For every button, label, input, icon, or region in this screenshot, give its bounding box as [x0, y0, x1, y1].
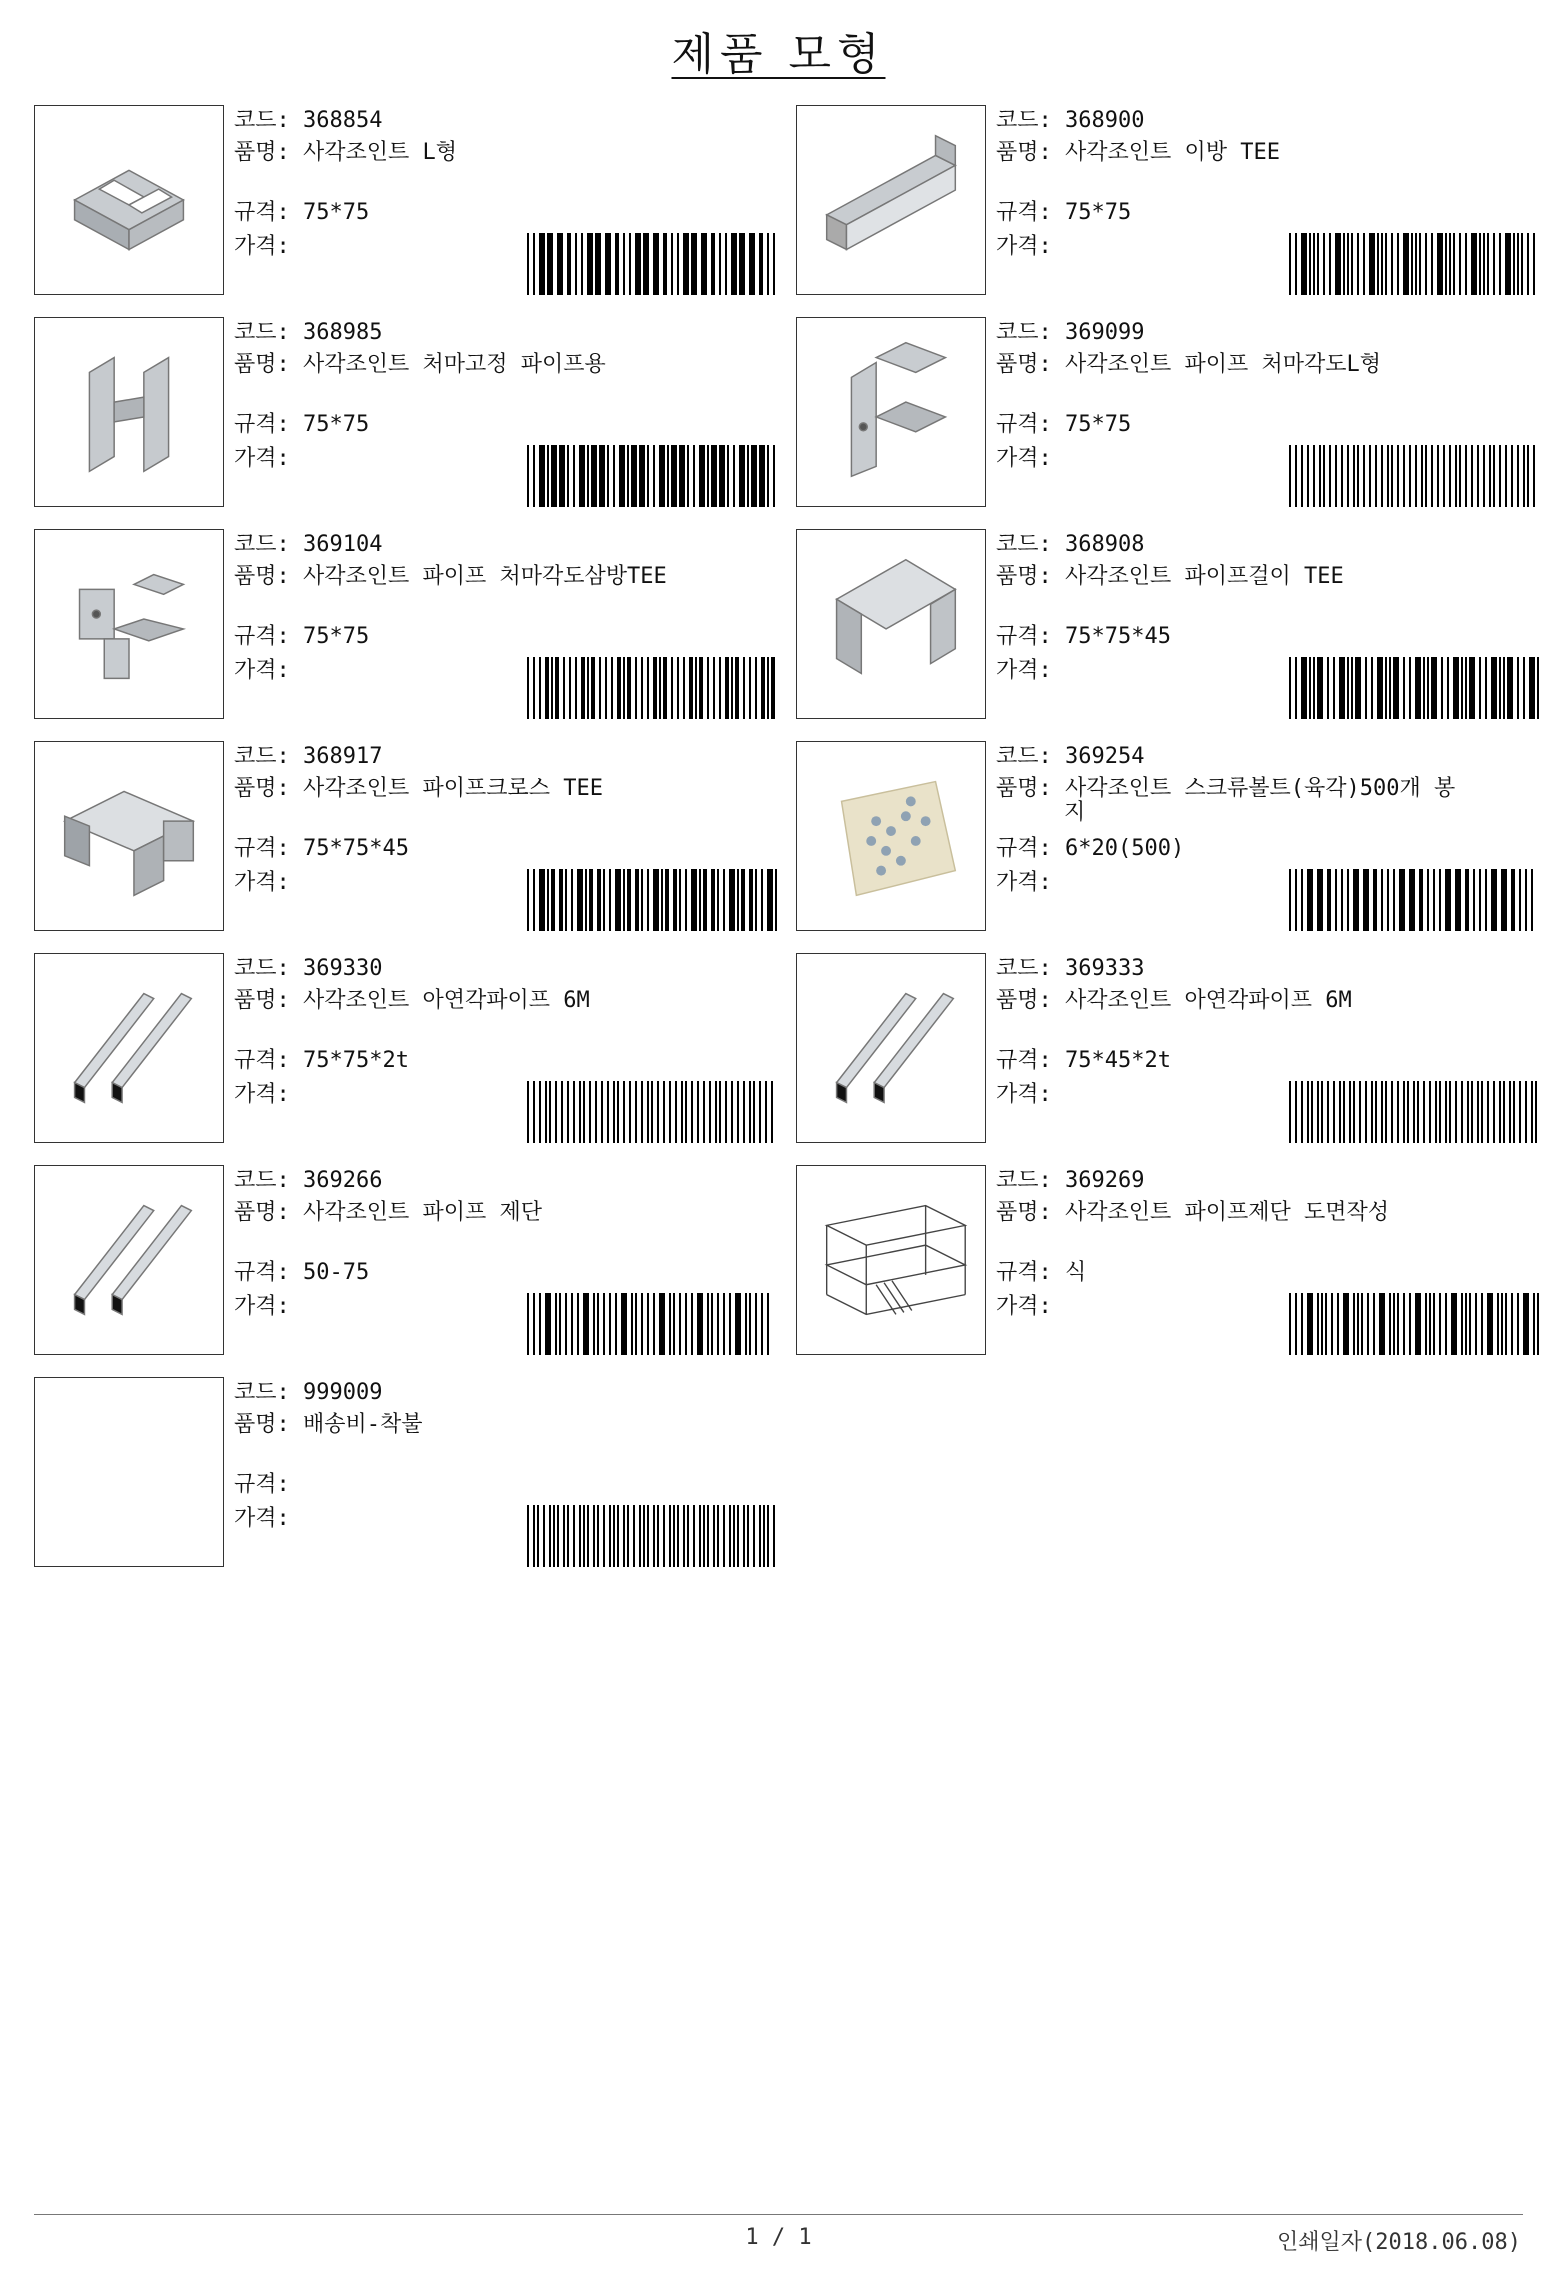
product-name-line	[996, 563, 1344, 591]
code-label: 코드:	[234, 956, 290, 981]
three-way-bracket-icon	[34, 529, 224, 719]
price-label: 가격:	[234, 1082, 290, 1107]
barcode	[1289, 657, 1539, 719]
product-name-line	[996, 1199, 1389, 1227]
product-spec: 75*75	[303, 624, 370, 649]
page-title: 제품 모형	[671, 29, 886, 80]
product-spec-line	[996, 835, 1184, 863]
spec-label: 규격:	[234, 624, 290, 649]
product-name-line	[996, 139, 1280, 167]
code-label: 코드:	[234, 320, 290, 345]
cross-tee-icon	[34, 741, 224, 931]
product-name-line	[234, 987, 590, 1015]
code-label: 코드:	[234, 532, 290, 557]
frame-structure-icon	[796, 1165, 986, 1355]
product-price-line	[996, 869, 1052, 897]
product-name-line	[234, 563, 667, 591]
square-pipe-icon	[34, 1165, 224, 1355]
barcode	[1289, 869, 1539, 931]
product-code: 368985	[303, 320, 383, 345]
product-spec: 50-75	[303, 1260, 370, 1285]
product-name-cont: 지	[1064, 800, 1086, 825]
barcode	[527, 233, 777, 295]
print-date: 인쇄일자(2018.06.08)	[1277, 2230, 1521, 2255]
name-label: 품명:	[234, 776, 290, 801]
product-card	[34, 741, 784, 933]
product-code-line	[234, 319, 382, 347]
price-label: 가격:	[996, 1294, 1052, 1319]
spec-label: 규격:	[996, 200, 1052, 225]
name-label: 품명:	[996, 776, 1052, 801]
product-price-line	[996, 233, 1052, 261]
product-code-line	[996, 531, 1144, 559]
price-label: 가격:	[234, 446, 290, 471]
code-label: 코드:	[996, 744, 1052, 769]
spec-label: 규격:	[234, 1048, 290, 1073]
price-label: 가격:	[234, 870, 290, 895]
name-label: 품명:	[234, 1412, 290, 1437]
product-card	[34, 1377, 784, 1569]
product-code-line	[234, 955, 382, 983]
product-name: 사각조인트 파이프 처마각도L형	[1065, 352, 1382, 377]
product-spec-line	[996, 411, 1131, 439]
code-label: 코드:	[996, 320, 1052, 345]
product-card	[796, 529, 1546, 721]
product-name: 사각조인트 처마고정 파이프용	[303, 352, 606, 377]
product-spec-line	[234, 623, 369, 651]
name-label: 품명:	[234, 988, 290, 1013]
product-price-line	[234, 869, 290, 897]
product-code-line	[996, 107, 1144, 135]
product-code: 999009	[303, 1380, 383, 1405]
product-code: 368900	[1065, 108, 1145, 133]
product-code-line	[996, 743, 1144, 771]
product-spec: 75*75	[303, 412, 370, 437]
product-code: 369333	[1065, 956, 1145, 981]
product-name: 사각조인트 파이프크로스 TEE	[303, 776, 603, 801]
barcode	[527, 1505, 777, 1567]
product-price-line	[996, 657, 1052, 685]
name-label: 품명:	[996, 1200, 1052, 1225]
product-name: 사각조인트 아연각파이프 6M	[303, 988, 590, 1013]
code-label: 코드:	[234, 744, 290, 769]
product-spec: 75*75	[1065, 412, 1132, 437]
product-card	[34, 1165, 784, 1357]
product-price-line	[234, 445, 290, 473]
price-label: 가격:	[234, 234, 290, 259]
product-code-line	[234, 743, 382, 771]
product-card	[34, 529, 784, 721]
price-label: 가격:	[996, 870, 1052, 895]
code-label: 코드:	[996, 1168, 1052, 1193]
product-code-line	[234, 107, 382, 135]
spec-label: 규격:	[234, 412, 290, 437]
spec-label: 규격:	[996, 624, 1052, 649]
barcode	[1289, 445, 1539, 507]
code-label: 코드:	[996, 108, 1052, 133]
product-price-line	[996, 1293, 1052, 1321]
product-code-line	[996, 1167, 1144, 1195]
product-code-line	[996, 955, 1144, 983]
code-label: 코드:	[996, 532, 1052, 557]
price-label: 가격:	[234, 658, 290, 683]
barcode	[1289, 1293, 1539, 1355]
price-label: 가격:	[996, 1082, 1052, 1107]
pipe-hanger-icon	[796, 529, 986, 719]
channel-tee-icon	[796, 105, 986, 295]
product-spec-line	[234, 199, 369, 227]
product-spec-line	[996, 1259, 1086, 1287]
product-spec: 75*75	[303, 200, 370, 225]
name-label: 품명:	[234, 352, 290, 377]
product-spec: 식	[1065, 1260, 1087, 1285]
product-card	[34, 317, 784, 509]
name-label: 품명:	[234, 1200, 290, 1225]
product-spec-line	[234, 835, 409, 863]
product-price-line	[234, 1505, 290, 1533]
price-label: 가격:	[996, 658, 1052, 683]
product-price-line	[234, 233, 290, 261]
code-label: 코드:	[234, 1168, 290, 1193]
product-name-line	[996, 987, 1352, 1015]
product-name: 사각조인트 파이프걸이 TEE	[1065, 564, 1344, 589]
price-label: 가격:	[996, 446, 1052, 471]
product-card	[796, 317, 1546, 509]
footer-divider	[34, 2214, 1523, 2215]
product-code: 368917	[303, 744, 383, 769]
code-label: 코드:	[234, 1380, 290, 1405]
product-code: 369104	[303, 532, 383, 557]
price-label: 가격:	[234, 1294, 290, 1319]
name-label: 품명:	[996, 140, 1052, 165]
barcode	[527, 445, 777, 507]
product-name: 사각조인트 이방 TEE	[1065, 140, 1280, 165]
product-spec: 75*75	[1065, 200, 1132, 225]
barcode	[527, 657, 777, 719]
product-spec-line	[996, 623, 1171, 651]
spec-label: 규격:	[996, 1260, 1052, 1285]
eave-clamp-icon	[34, 317, 224, 507]
product-name-line	[234, 1199, 542, 1227]
product-code: 369254	[1065, 744, 1145, 769]
spec-label: 규격:	[996, 1048, 1052, 1073]
barcode	[1289, 1081, 1539, 1143]
product-spec-line	[234, 1047, 409, 1075]
product-spec: 75*45*2t	[1065, 1048, 1171, 1073]
product-code: 369330	[303, 956, 383, 981]
price-label: 가격:	[234, 1506, 290, 1531]
product-card	[34, 105, 784, 297]
product-price-line	[234, 657, 290, 685]
product-name: 사각조인트 스크류볼트(육각)500개 봉	[1065, 776, 1456, 801]
product-spec-line	[234, 1259, 369, 1287]
product-spec-line	[996, 1047, 1171, 1075]
product-card	[34, 953, 784, 1145]
page-number: 1 / 1	[745, 2225, 812, 2250]
product-card	[796, 953, 1546, 1145]
screw-bag-icon	[796, 741, 986, 931]
product-code: 368908	[1065, 532, 1145, 557]
product-code-line	[996, 319, 1144, 347]
product-card	[796, 105, 1546, 297]
product-code: 369099	[1065, 320, 1145, 345]
product-card	[796, 1165, 1546, 1357]
product-name: 사각조인트 파이프 제단	[303, 1200, 543, 1225]
l-joint-icon	[34, 105, 224, 295]
product-name-line	[234, 351, 606, 379]
product-code-line	[234, 531, 382, 559]
name-label: 품명:	[996, 352, 1052, 377]
product-code-line	[234, 1167, 382, 1195]
barcode	[527, 1081, 777, 1143]
name-label: 품명:	[234, 140, 290, 165]
square-pipe-icon	[796, 953, 986, 1143]
spec-label: 규격:	[234, 1472, 290, 1497]
barcode	[1289, 233, 1539, 295]
name-label: 품명:	[996, 988, 1052, 1013]
product-spec: 75*75*2t	[303, 1048, 409, 1073]
product-price-line	[996, 1081, 1052, 1109]
product-price-line	[996, 445, 1052, 473]
product-name: 사각조인트 L형	[303, 140, 458, 165]
product-spec: 75*75*45	[1065, 624, 1171, 649]
product-name: 배송비-착불	[303, 1412, 423, 1437]
product-name-line	[996, 351, 1381, 379]
product-spec-line	[234, 411, 369, 439]
name-label: 품명:	[234, 564, 290, 589]
barcode	[527, 1293, 777, 1355]
spec-label: 규격:	[996, 836, 1052, 861]
product-spec: 6*20(500)	[1065, 836, 1185, 861]
barcode	[527, 869, 777, 931]
product-code-line	[234, 1379, 382, 1407]
spec-label: 규격:	[996, 412, 1052, 437]
product-spec-line	[234, 1471, 290, 1499]
product-price-line	[234, 1081, 290, 1109]
product-card	[796, 741, 1546, 933]
product-name: 사각조인트 아연각파이프 6M	[1065, 988, 1352, 1013]
spec-label: 규격:	[234, 200, 290, 225]
product-code: 369266	[303, 1168, 383, 1193]
product-name: 사각조인트 파이프 처마각도삼방TEE	[303, 564, 667, 589]
code-label: 코드:	[996, 956, 1052, 981]
product-code: 368854	[303, 108, 383, 133]
square-pipe-icon	[34, 953, 224, 1143]
product-spec: 75*75*45	[303, 836, 409, 861]
empty-image-placeholder	[34, 1377, 224, 1567]
code-label: 코드:	[234, 108, 290, 133]
spec-label: 규격:	[234, 836, 290, 861]
product-name-line	[234, 139, 457, 167]
product-name-line	[234, 1411, 423, 1439]
product-price-line	[234, 1293, 290, 1321]
product-code: 369269	[1065, 1168, 1145, 1193]
spec-label: 규격:	[234, 1260, 290, 1285]
name-label: 품명:	[996, 564, 1052, 589]
product-name: 사각조인트 파이프제단 도면작성	[1065, 1200, 1390, 1225]
angle-l-bracket-icon	[796, 317, 986, 507]
price-label: 가격:	[996, 234, 1052, 259]
product-name-line	[234, 775, 603, 803]
product-spec-line	[996, 199, 1131, 227]
